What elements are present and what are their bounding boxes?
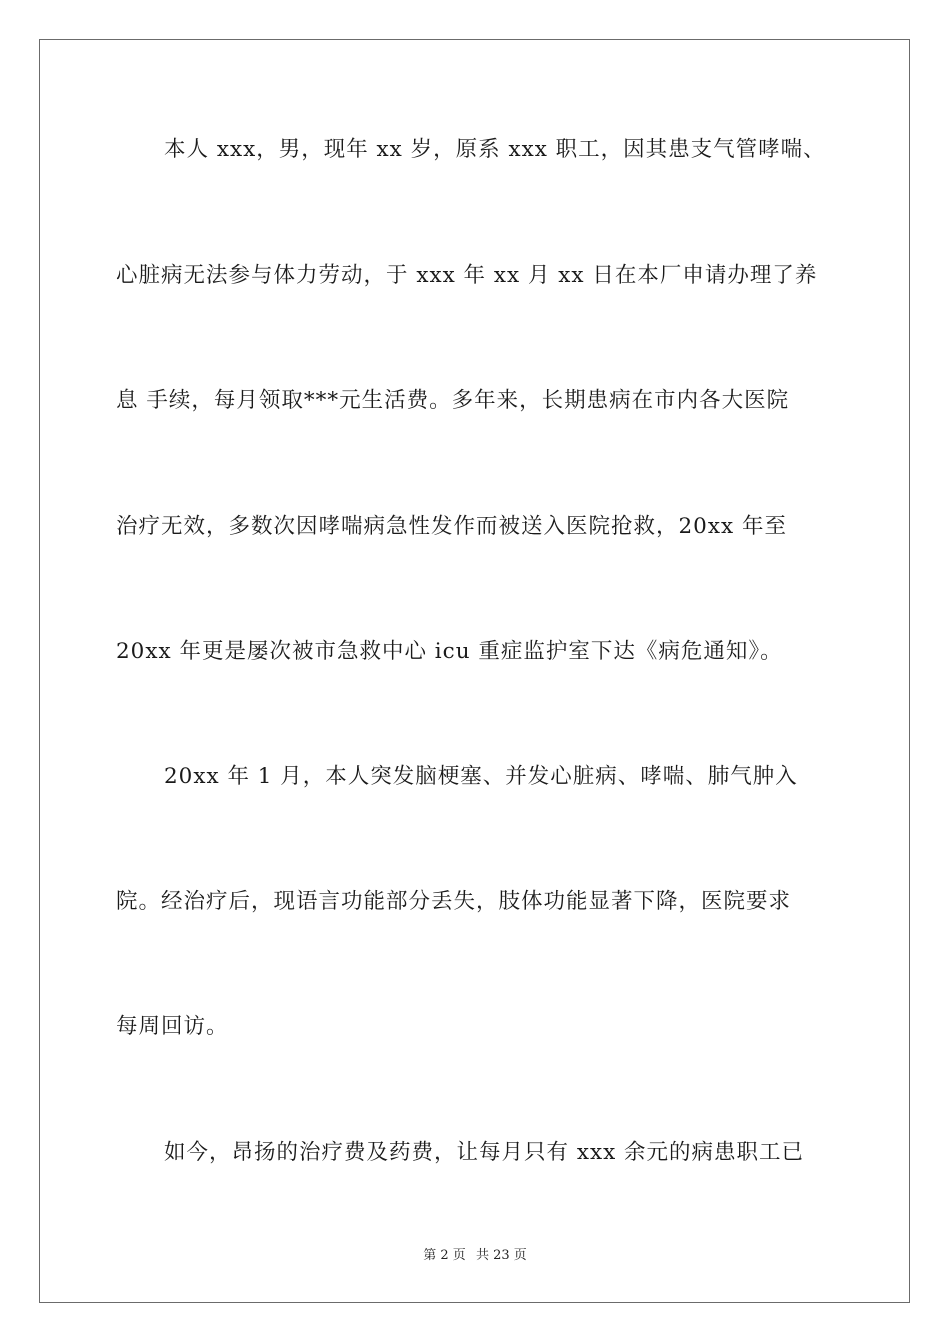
page-total: 共 23 页 bbox=[475, 1248, 527, 1263]
text-line-1: 本人 xxx，男，现年 xx 岁，原系 xxx 职工，因其患支气管哮喘、 bbox=[164, 137, 826, 162]
text-line-4: 治疗无效，多数次因哮喘病急性发作而被送入医院抢救，20xx 年至 bbox=[116, 514, 787, 539]
text-line-3: 息 手续，每月领取***元生活费。多年来，长期患病在市内各大医院 bbox=[116, 388, 790, 413]
text-line-6: 20xx 年 1 月，本人突发脑梗塞、并发心脏病、哮喘、肺气肿入 bbox=[164, 764, 798, 789]
text-line-7: 院。经治疗后，现语言功能部分丢失，肢体功能显著下降，医院要求 bbox=[116, 889, 792, 914]
page-border bbox=[39, 39, 910, 1303]
text-line-8: 每周回访。 bbox=[116, 1014, 229, 1039]
page-number: 第 2 页 bbox=[423, 1248, 466, 1263]
text-line-2: 心脏病无法参与体力劳动，于 xxx 年 xx 月 xx 日在本厂申请办理了养 bbox=[116, 263, 818, 288]
text-line-9: 如今，昂扬的治疗费及药费，让每月只有 xxx 余元的病患职工已 bbox=[164, 1140, 805, 1165]
text-line-5: 20xx 年更是屡次被市急救中心 icu 重症监护室下达《病危通知》。 bbox=[116, 639, 783, 664]
page-footer bbox=[0, 1247, 950, 1265]
